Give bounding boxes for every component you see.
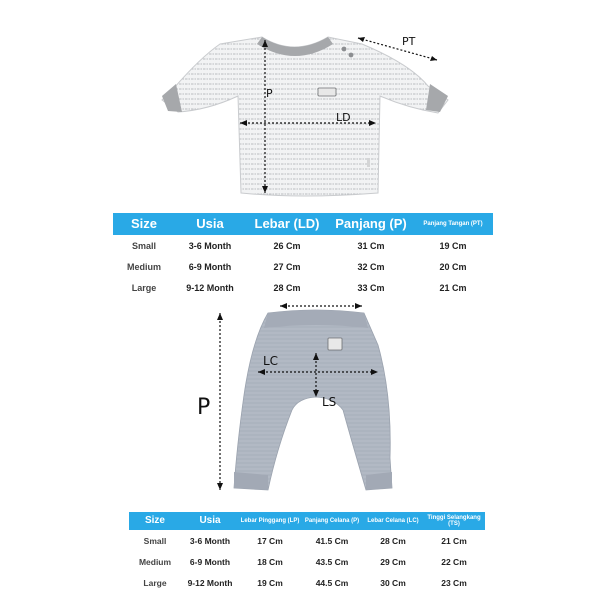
cell-size: Small bbox=[113, 235, 175, 256]
cell-panjang-tangan: 19 Cm bbox=[413, 235, 493, 256]
cell-lebar: 26 Cm bbox=[245, 235, 329, 256]
arrow-head-icon bbox=[280, 303, 287, 309]
pants-illustration bbox=[234, 310, 392, 490]
header-size: Size bbox=[113, 213, 175, 235]
shirt-side-tag bbox=[367, 158, 370, 167]
pants-label-p: P bbox=[197, 395, 211, 420]
arrow-head-icon bbox=[355, 303, 362, 309]
header-tinggi-selangkang-ts: Tinggi Selangkang (TS) bbox=[423, 512, 485, 530]
cell-usia: 3-6 Month bbox=[181, 530, 239, 551]
table-row bbox=[113, 277, 493, 298]
cell-size: Large bbox=[129, 572, 181, 593]
header-panjang-p: Panjang (P) bbox=[329, 213, 413, 235]
cell-panjang-celana: 41.5 Cm bbox=[301, 530, 363, 551]
cell-tinggi-selangkang: 23 Cm bbox=[423, 572, 485, 593]
cell-lebar: 28 Cm bbox=[245, 277, 329, 298]
header-usia: Usia bbox=[181, 512, 239, 530]
cell-panjang-celana: 43.5 Cm bbox=[301, 551, 363, 572]
header-panjang-tangan-pt: Panjang Tangan (PT) bbox=[413, 213, 493, 235]
cell-lebar-celana: 29 Cm bbox=[363, 551, 423, 572]
header-lebar-celana-lc: Lebar Celana (LC) bbox=[363, 512, 423, 530]
cell-size: Medium bbox=[129, 551, 181, 572]
cell-lebar-pinggang: 17 Cm bbox=[239, 530, 301, 551]
pants-left-cuff bbox=[234, 472, 268, 490]
cell-lebar-pinggang: 18 Cm bbox=[239, 551, 301, 572]
cell-panjang-tangan: 21 Cm bbox=[413, 277, 493, 298]
table-row bbox=[129, 530, 485, 551]
cell-size: Small bbox=[129, 530, 181, 551]
cell-panjang: 31 Cm bbox=[329, 235, 413, 256]
shirt-label-p: P bbox=[266, 87, 273, 100]
cell-usia: 9-12 Month bbox=[181, 572, 239, 593]
cell-lebar-pinggang: 19 Cm bbox=[239, 572, 301, 593]
header-usia: Usia bbox=[175, 213, 245, 235]
cell-usia: 3-6 Month bbox=[175, 235, 245, 256]
table-row bbox=[129, 572, 485, 593]
cell-panjang: 32 Cm bbox=[329, 256, 413, 277]
header-lebar-ld: Lebar (LD) bbox=[245, 213, 329, 235]
shirt-logo-badge bbox=[318, 88, 336, 96]
table-row bbox=[129, 551, 485, 572]
pants-size-table bbox=[129, 512, 485, 593]
cell-tinggi-selangkang: 21 Cm bbox=[423, 530, 485, 551]
cell-size: Medium bbox=[113, 256, 175, 277]
pants-label-ls: LS bbox=[322, 395, 337, 409]
cell-usia: 6-9 Month bbox=[181, 551, 239, 572]
cell-tinggi-selangkang: 22 Cm bbox=[423, 551, 485, 572]
cell-panjang-celana: 44.5 Cm bbox=[301, 572, 363, 593]
pants-body bbox=[234, 310, 392, 490]
table-row bbox=[113, 235, 493, 256]
shirt-label-ld: LD bbox=[336, 111, 351, 124]
shirt-label-pt: PT bbox=[402, 35, 416, 48]
header-lebar-pinggang-lp: Lebar Pinggang (LP) bbox=[239, 512, 301, 530]
pants-right-cuff bbox=[366, 472, 392, 490]
cell-panjang: 33 Cm bbox=[329, 277, 413, 298]
header-panjang-celana-p: Panjang Celana (P) bbox=[301, 512, 363, 530]
table-row bbox=[113, 256, 493, 277]
table-header-row bbox=[113, 213, 493, 235]
cell-usia: 6-9 Month bbox=[175, 256, 245, 277]
table-header-row bbox=[129, 512, 485, 530]
pants-logo-badge bbox=[328, 338, 342, 350]
cell-size: Large bbox=[113, 277, 175, 298]
pants-label-lc: LC bbox=[263, 354, 279, 368]
shirt-snap-button bbox=[349, 53, 354, 58]
header-size: Size bbox=[129, 512, 181, 530]
shirt-size-table bbox=[113, 213, 493, 298]
arrow-head-icon bbox=[217, 483, 223, 490]
shirt-illustration bbox=[162, 37, 448, 196]
shirt-snap-button bbox=[342, 47, 347, 52]
arrow-head-icon bbox=[217, 313, 223, 320]
cell-lebar-celana: 28 Cm bbox=[363, 530, 423, 551]
cell-lebar-celana: 30 Cm bbox=[363, 572, 423, 593]
cell-panjang-tangan: 20 Cm bbox=[413, 256, 493, 277]
cell-lebar: 27 Cm bbox=[245, 256, 329, 277]
cell-usia: 9-12 Month bbox=[175, 277, 245, 298]
shirt-body bbox=[162, 37, 448, 196]
